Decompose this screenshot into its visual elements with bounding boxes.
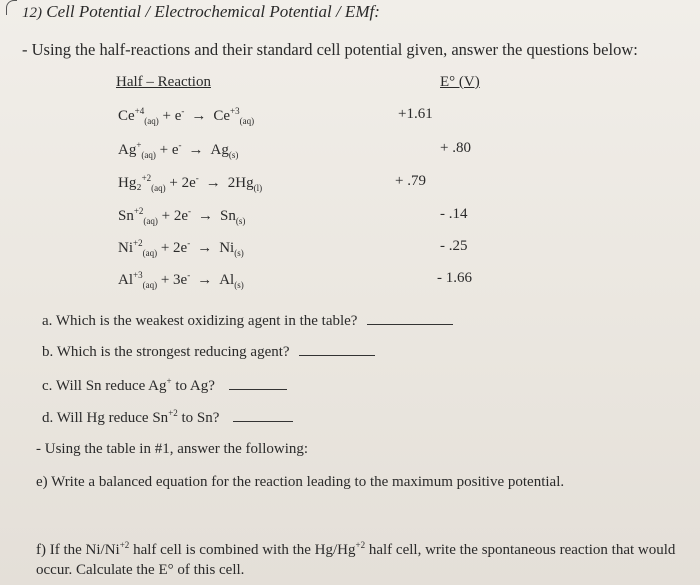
- reactant-species: Sn: [118, 208, 134, 224]
- page-title: [22, 2, 380, 22]
- reaction-arrow: →: [197, 240, 213, 256]
- question-number: 12): [22, 5, 42, 21]
- product-species: Sn: [220, 208, 236, 224]
- product-state: (s): [235, 216, 246, 226]
- reactant-state: (aq): [141, 150, 156, 160]
- standard-potential: - .25: [440, 238, 468, 254]
- electron-charge: -: [181, 106, 185, 116]
- reaction-arrow: →: [197, 272, 213, 288]
- reactant-species: Ce: [118, 108, 135, 124]
- question-f-charge-2: +2: [355, 540, 366, 550]
- reactant-species: Ag: [118, 142, 137, 158]
- standard-potential: + .79: [395, 173, 426, 189]
- half-reaction-row: [118, 206, 245, 226]
- electrons: + 3e: [157, 272, 188, 288]
- reactant-charge: +3: [133, 270, 143, 280]
- electrons: + 2e: [165, 175, 196, 191]
- electrons: + e: [155, 142, 179, 158]
- question-b-text: b. Which is the strongest reducing agent?: [42, 344, 290, 360]
- question-f-charge-1: +2: [119, 540, 130, 550]
- question-c: [42, 376, 287, 395]
- half-reaction-row: [118, 173, 262, 193]
- reactant-state: (aq): [142, 280, 158, 290]
- electron-charge: -: [188, 206, 192, 216]
- question-c-charge: +: [166, 376, 172, 386]
- half-reaction-row: [118, 270, 244, 290]
- potential-header: E° (V): [440, 74, 480, 90]
- half-reaction-header: Half – Reaction: [116, 74, 211, 90]
- reactant-state: (aq): [143, 216, 158, 226]
- reaction-arrow: →: [191, 108, 207, 124]
- using-table-instruction: - Using the table in #1, answer the following:: [36, 441, 309, 457]
- question-e: e) Write a balanced equation for the reaction leading to the maximum positive potential.: [36, 474, 565, 490]
- question-b: [42, 344, 375, 361]
- product-state: (s): [228, 150, 239, 160]
- question-f-end: half cell, write the spontaneous reaction that would: [365, 542, 676, 558]
- product-species: Ag: [210, 142, 229, 158]
- product-charge: +3: [230, 106, 240, 116]
- product-state: (aq): [239, 116, 255, 126]
- product-state: (s): [234, 280, 244, 290]
- question-d-charge: +2: [168, 408, 178, 418]
- electrons: + 2e: [157, 208, 189, 224]
- answer-blank-a[interactable]: [367, 323, 453, 325]
- reactant-charge: +: [136, 140, 142, 150]
- question-f-mid: half cell is combined with the Hg/Hg: [129, 542, 356, 558]
- electron-charge: -: [187, 238, 191, 248]
- standard-potential: - 1.66: [437, 270, 472, 286]
- half-reaction-row: [118, 106, 254, 126]
- product-species: Al: [219, 272, 235, 288]
- product-state: (s): [234, 248, 244, 258]
- standard-potential: + .80: [440, 140, 471, 156]
- reactant-charge: +2: [133, 238, 143, 248]
- half-reaction-row: [118, 238, 244, 258]
- question-f-line2: occur. Calculate the E° of this cell.: [36, 562, 245, 578]
- answer-blank-b[interactable]: [299, 354, 375, 356]
- question-c-end: to Ag?: [171, 378, 215, 394]
- reactant-state: (aq): [142, 248, 158, 258]
- question-f: [36, 540, 675, 559]
- reaction-arrow: →: [188, 142, 204, 158]
- question-d: [42, 408, 293, 427]
- product-state: (l): [253, 183, 263, 193]
- electrons: + e: [158, 108, 182, 124]
- title-text: Cell Potential / Electrochemical Potential / EMf:: [46, 2, 380, 21]
- answer-blank-c[interactable]: [229, 388, 287, 390]
- corner-mark: [6, 0, 17, 15]
- standard-potential: +1.61: [398, 106, 433, 122]
- electron-charge: -: [187, 270, 191, 280]
- reactant-charge: +2: [133, 206, 144, 216]
- product-species: Ce: [213, 108, 231, 124]
- reactant-species: Ni: [118, 240, 133, 256]
- question-a-text: a. Which is the weakest oxidizing agent in the table?: [42, 313, 358, 329]
- product-species: Ni: [219, 240, 235, 256]
- answer-blank-d[interactable]: [233, 420, 293, 422]
- reactant-species: Al: [118, 272, 133, 288]
- question-d-text: d. Will Hg reduce Sn: [42, 410, 169, 426]
- reaction-arrow: →: [198, 208, 214, 224]
- electron-charge: -: [178, 140, 182, 150]
- reactant-charge: +2: [141, 173, 152, 183]
- reaction-arrow: →: [205, 175, 221, 191]
- reactant-charge: +4: [134, 106, 145, 116]
- reactant-state: (aq): [151, 183, 166, 193]
- question-d-end: to Sn?: [177, 410, 220, 426]
- reactant-species: Hg₂: [118, 175, 142, 191]
- intro-instruction: - Using the half-reactions and their standard cell potential given, answer the questions below:: [22, 40, 638, 59]
- question-f-text: f) If the Ni/Ni: [36, 542, 120, 558]
- question-a: [42, 313, 453, 330]
- electron-charge: -: [195, 173, 199, 183]
- electrons: + 2e: [157, 240, 188, 256]
- half-reaction-row: [118, 140, 238, 160]
- product-species: 2Hg: [227, 175, 254, 191]
- standard-potential: - .14: [440, 206, 468, 222]
- question-c-text: c. Will Sn reduce Ag: [42, 378, 167, 394]
- reactant-state: (aq): [144, 116, 159, 126]
